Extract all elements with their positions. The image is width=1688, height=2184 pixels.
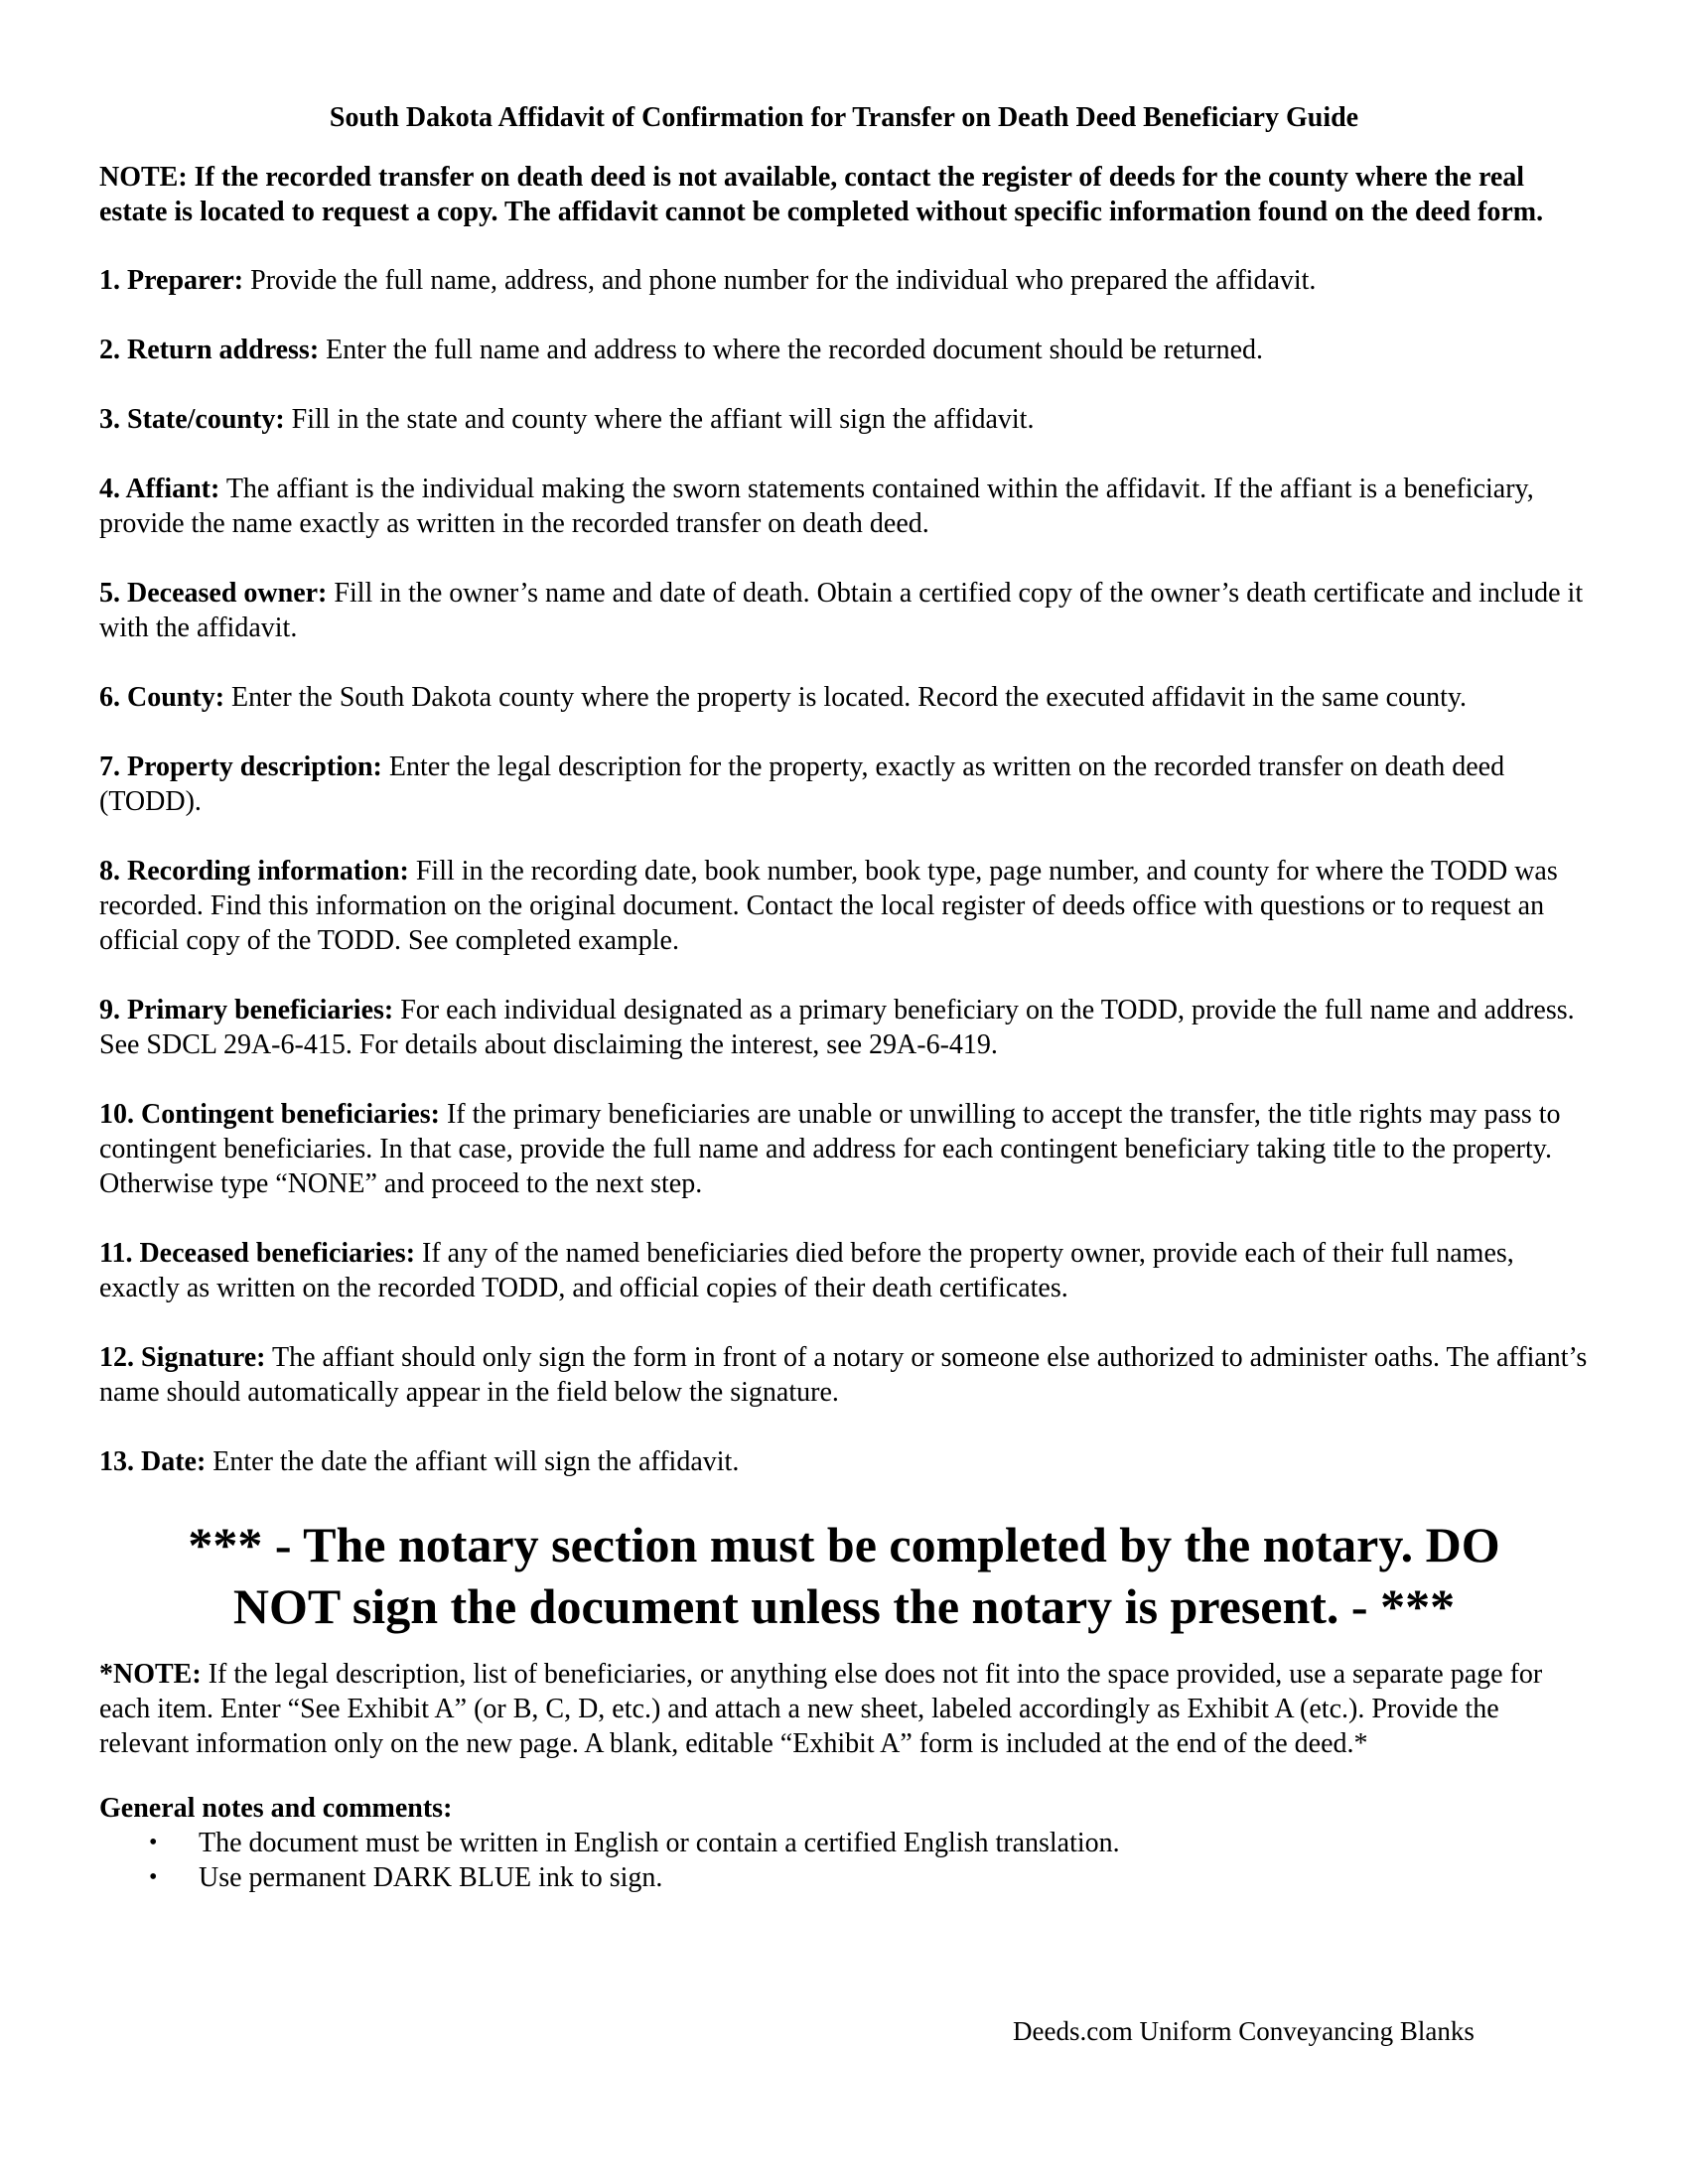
step-state-county: [99, 402, 1589, 437]
list-item-text: Use permanent DARK BLUE ink to sign.: [199, 1862, 663, 1893]
step-text: For each individual designated as a primary beneficiary on the TODD, provide the full name and address. See SDCL 29A-6-415. For details about disclaiming the interest, see 29A-6-419.: [99, 995, 1575, 1060]
step-label: 5. Deceased owner:: [99, 578, 328, 609]
step-property-description: [99, 750, 1589, 819]
list-item: [149, 1860, 1589, 1895]
step-return-address: [99, 333, 1589, 367]
step-county: [99, 680, 1589, 715]
step-text: Enter the date the affiant will sign the affidavit.: [206, 1446, 740, 1477]
step-text: Enter the South Dakota county where the property is located. Record the executed affidavit in the same county.: [224, 682, 1468, 713]
exhibit-footnote: [99, 1657, 1589, 1761]
step-text: Fill in the recording date, book number, book type, page number, and county for where the TODD was recorded. Find this information on the original document. Contact the local register of deeds office with questions or to request an official copy of the TODD. See completed example.: [99, 856, 1558, 956]
general-notes-list: [99, 1826, 1589, 1895]
step-text: Fill in the owner’s name and date of death. Obtain a certified copy of the owner’s death certificate and include it with the affidavit.: [99, 578, 1584, 643]
step-text: The affiant should only sign the form in front of a notary or someone else authorized to administer oaths. The affiant’s name should automatically appear in the field below the signature.: [99, 1342, 1588, 1408]
step-affiant: [99, 472, 1589, 541]
step-label: 8. Recording information:: [99, 856, 409, 887]
step-label: 10. Contingent beneficiaries:: [99, 1099, 440, 1130]
footnote-text: If the legal description, list of beneficiaries, or anything else does not fit into the space provided, use a separate page for each item. Enter “See Exhibit A” (or B, C, D, etc.) and attach a new sheet, labeled accordingly as Exhibit A (etc.). Provide the relevant information only on the new page. A blank, editable “Exhibit A” form is included at the end of the deed.*: [99, 1659, 1543, 1759]
document-page: [99, 101, 1589, 1895]
step-label: 4. Affiant:: [99, 474, 220, 504]
page-footer: Deeds.com Uniform Conveyancing Blanks: [1013, 2016, 1475, 2046]
step-text: The affiant is the individual making the sworn statements contained within the affidavit. If the affiant is a beneficiary, provide the name exactly as written in the recorded transfer on death deed.: [99, 474, 1534, 539]
step-label: 11. Deceased beneficiaries:: [99, 1238, 416, 1269]
list-item-text: The document must be written in English or contain a certified English translation.: [199, 1828, 1120, 1858]
step-text: If the primary beneficiaries are unable or unwilling to accept the transfer, the title rights may pass to contingent beneficiaries. In that case, provide the full name and address for each contingent beneficiary taking title to the property. Otherwise type “NONE” and proceed to the next step.: [99, 1099, 1561, 1199]
step-deceased-owner: [99, 576, 1589, 645]
step-text: Provide the full name, address, and phone number for the individual who prepared the affidavit.: [243, 265, 1317, 296]
step-deceased-beneficiaries: [99, 1236, 1589, 1305]
step-signature: [99, 1340, 1589, 1410]
bullet-icon: •: [149, 1830, 158, 1855]
document-title: South Dakota Affidavit of Confirmation for Transfer on Death Deed Beneficiary Guide: [329, 102, 1359, 133]
step-recording-information: [99, 854, 1589, 958]
step-label: 3. State/county:: [99, 404, 285, 435]
step-text: Enter the legal description for the property, exactly as written on the recorded transfer on death deed (TODD).: [99, 751, 1505, 817]
step-primary-beneficiaries: [99, 993, 1589, 1062]
notary-warning: *** - The notary section must be completed by the notary. DO NOT sign the document unless the notary is present. - ***: [188, 1517, 1500, 1634]
step-text: Enter the full name and address to where the recorded document should be returned.: [319, 335, 1264, 365]
step-label: 7. Property description:: [99, 751, 382, 782]
availability-note: NOTE: If the recorded transfer on death deed is not available, contact the register of deeds for the county where the real estate is located to request a copy. The affidavit cannot be completed without specific information found on the deed form.: [99, 162, 1544, 227]
step-text: Fill in the state and county where the affiant will sign the affidavit.: [284, 404, 1035, 435]
step-label: 2. Return address:: [99, 335, 320, 365]
step-label: 6. County:: [99, 682, 225, 713]
bullet-icon: •: [149, 1864, 158, 1890]
step-label: 12. Signature:: [99, 1342, 266, 1373]
step-preparer: [99, 263, 1589, 298]
step-label: 1. Preparer:: [99, 265, 244, 296]
step-contingent-beneficiaries: [99, 1097, 1589, 1201]
step-text: If any of the named beneficiaries died before the property owner, provide each of their full names, exactly as written on the recorded TODD, and official copies of their death certificates.: [99, 1238, 1514, 1303]
step-label: 13. Date:: [99, 1446, 207, 1477]
list-item: [149, 1826, 1589, 1860]
footnote-label: *NOTE:: [99, 1659, 202, 1690]
step-date: [99, 1444, 1589, 1479]
general-notes-heading: General notes and comments:: [99, 1793, 453, 1824]
step-label: 9. Primary beneficiaries:: [99, 995, 394, 1025]
